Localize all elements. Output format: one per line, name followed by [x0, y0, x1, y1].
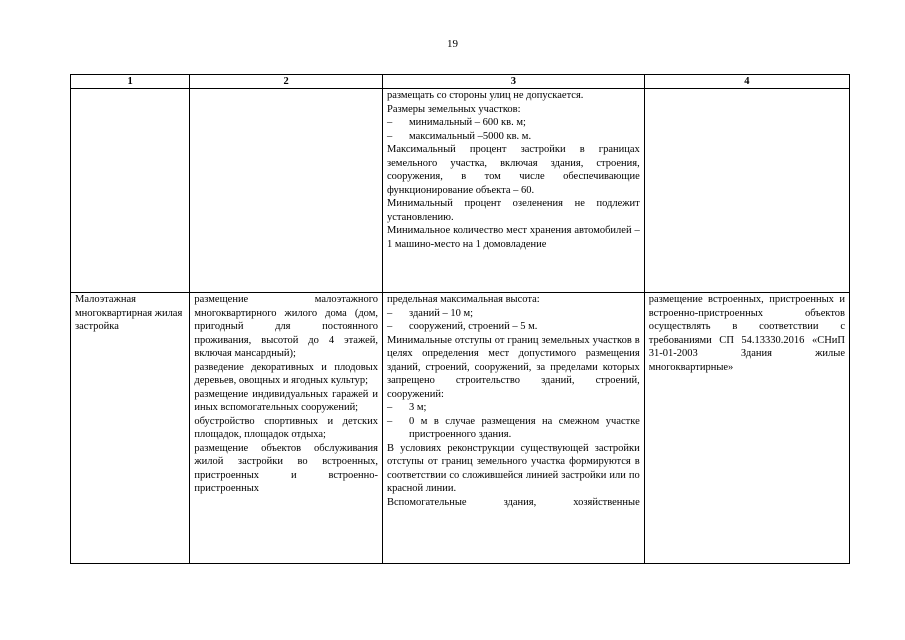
paragraph: Минимальный процент озеленения не подлежит установлению.	[387, 198, 640, 223]
paragraph: Минимальное количество мест хранения автомобилей – 1 машино-место на 1 домовладение	[387, 225, 640, 250]
paragraph: разведение декоративных и плодовых деревьев, овощных и ягодных культур;	[194, 361, 378, 386]
list-item-text: 3 м;	[409, 402, 427, 413]
table-cell	[190, 293, 383, 564]
header-cell: 3	[383, 75, 645, 89]
dash-marker: –	[387, 402, 393, 413]
paragraph: размещение встроенных, пристроенных и встроенно-пристроенных объектов осуществлять в соответствии с требованиями СП 54.13330.2016 «СНиП 31-01-2003 Здания жилые многоквартирные»	[648, 294, 845, 373]
paragraph: обустройство спортивных и детских площадок, площадок отдыха;	[194, 415, 378, 440]
table-cell	[383, 89, 645, 293]
header-cell: 4	[644, 75, 849, 89]
list-item	[387, 116, 640, 130]
list-item	[387, 320, 640, 334]
paragraph: размещение индивидуальных гаражей и иных вспомогательных сооружений;	[194, 388, 378, 413]
paragraph: В условиях реконструкции существующей застройки отступы от границ земельного участка формируются в соответствии со сложившейся линией застройки или по красной линии.	[387, 442, 640, 494]
paragraph: Минимальные отступы от границ земельных участков в целях определения мест допустимого размещения зданий, строений, сооружений, за пределами которых запрещено строительство зданий, строений, сооружений:	[387, 334, 640, 400]
list-item-text: максимальный –5000 кв. м.	[409, 130, 532, 142]
table-row	[71, 89, 850, 293]
table-row	[71, 293, 850, 564]
table-cell	[71, 89, 190, 293]
paragraph: размещение объектов обслуживания жилой застройки во встроенных, пристроенных и встроенно-пристроенных	[194, 442, 378, 494]
list-item	[387, 415, 640, 442]
dash-marker: –	[387, 321, 393, 332]
table-header-row	[71, 75, 850, 89]
list-item	[387, 401, 640, 415]
paragraph: предельная максимальная высота:	[387, 294, 540, 305]
dash-marker: –	[387, 307, 393, 319]
paragraph: размещение малоэтажного многоквартирного жилого дома (дом, пригодный для постоянного проживания, высотой до 4 этажей, включая мансардный);	[194, 294, 378, 359]
list-item-text: минимальный – 600 кв. м;	[409, 117, 526, 128]
table-cell	[383, 293, 645, 564]
table-cell	[644, 293, 849, 564]
header-cell: 2	[190, 75, 383, 89]
zoning-table	[70, 74, 850, 564]
page-number: 19	[447, 38, 458, 50]
table-cell	[644, 89, 849, 293]
list-item-text: зданий – 10 м;	[409, 307, 474, 319]
table-cell	[190, 89, 383, 293]
dash-marker: –	[387, 415, 393, 427]
table-cell	[71, 293, 190, 564]
paragraph: Размеры земельных участков:	[387, 103, 521, 115]
list-item-text: сооружений, строений – 5 м.	[409, 321, 538, 332]
paragraph: размещать со стороны улиц не допускается.	[387, 90, 584, 101]
zone-name: Малоэтажная многоквартирная жилая застройка	[75, 294, 183, 332]
dash-marker: –	[387, 130, 393, 142]
dash-marker: –	[387, 117, 393, 128]
paragraph: Максимальный процент застройки в границах земельного участка, включая здания, строения, сооружения, в том числе обеспечивающие функционирование объекта – 60.	[387, 144, 640, 196]
list-item	[387, 130, 640, 144]
list-item-text: 0 м в случае размещения на смежном участке пристроенного здания.	[409, 415, 640, 440]
paragraph: Вспомогательные здания, хозяйственные	[387, 496, 640, 508]
header-cell: 1	[71, 75, 190, 89]
list-item	[387, 307, 640, 321]
